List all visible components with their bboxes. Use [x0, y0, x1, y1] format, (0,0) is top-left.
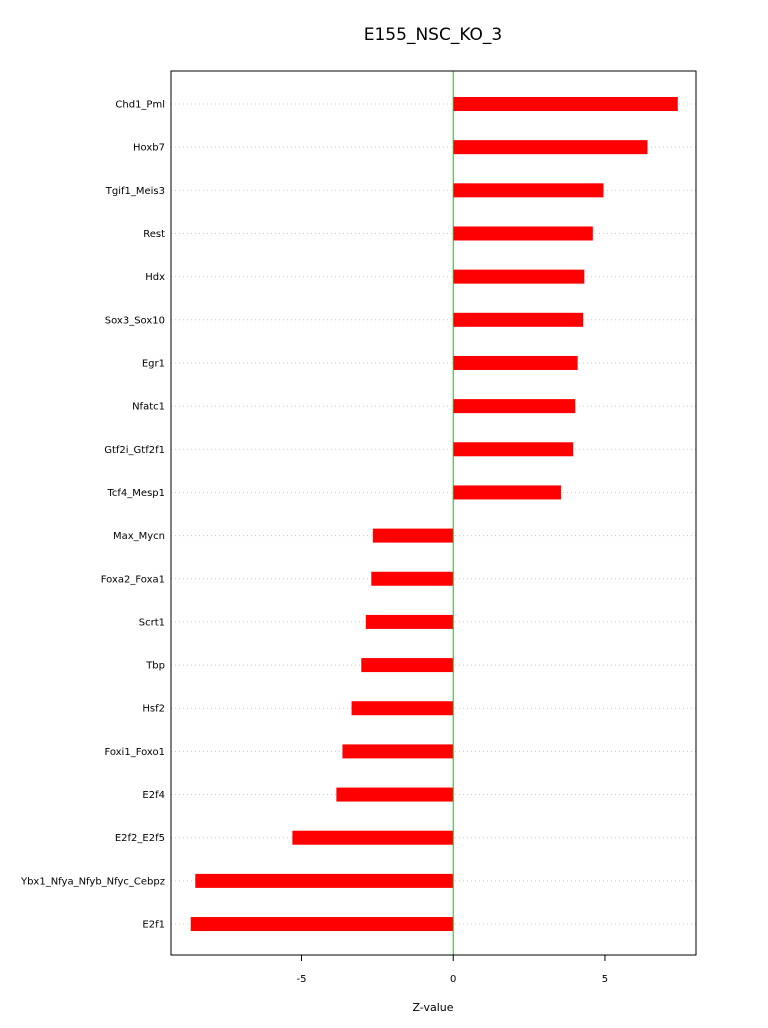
category-label: Scrt1: [138, 617, 165, 629]
bar: [453, 270, 584, 284]
category-label: Gtf2i_Gtf2f1: [104, 444, 165, 456]
bar: [195, 874, 453, 888]
category-label: Hdx: [145, 272, 165, 284]
bar: [336, 788, 453, 802]
bar: [373, 529, 453, 543]
bar: [191, 917, 454, 931]
category-label: Hsf2: [142, 703, 165, 715]
x-axis-label: Z-value: [412, 1001, 454, 1014]
category-labels: [20, 100, 165, 931]
category-label: Chd1_Pml: [115, 99, 165, 111]
category-label: E2f2_E2f5: [114, 833, 165, 845]
category-label: E2f1: [142, 919, 165, 931]
bar: [292, 831, 453, 845]
bar: [453, 226, 593, 240]
bar: [453, 442, 573, 456]
bar: [371, 572, 453, 586]
bars: [191, 97, 678, 931]
category-label: Foxi1_Foxo1: [104, 746, 165, 758]
bar: [453, 140, 647, 154]
category-label: Rest: [143, 228, 165, 240]
category-label: Sox3_Sox10: [104, 315, 165, 327]
category-label: Tbp: [146, 660, 165, 672]
bar: [453, 356, 577, 370]
plot-frame: [171, 71, 696, 955]
category-label: Ybx1_Nfya_Nfyb_Nfyc_Cebpz: [20, 876, 165, 888]
x-tick-label: -5: [296, 974, 307, 985]
x-tick-label: 0: [450, 974, 457, 985]
bar: [453, 97, 678, 111]
bar: [342, 744, 453, 758]
bar: [453, 183, 603, 197]
category-label: E2f4: [142, 790, 165, 802]
bar: [352, 701, 454, 715]
chart-title: E155_NSC_KO_3: [363, 25, 503, 45]
category-label: Foxa2_Foxa1: [100, 574, 165, 586]
category-label: Max_Mycn: [112, 531, 165, 543]
category-label: Nfatc1: [132, 401, 165, 413]
bar: [453, 313, 583, 327]
x-axis: [296, 955, 608, 985]
category-label: Tgif1_Meis3: [105, 185, 165, 197]
category-label: Hoxb7: [133, 142, 165, 154]
bar: [453, 399, 575, 413]
bar: [361, 658, 453, 672]
bar: [366, 615, 453, 629]
bar: [453, 485, 561, 499]
category-label: Tcf4_Mesp1: [107, 487, 165, 499]
x-tick-label: 5: [601, 974, 609, 985]
category-label: Egr1: [141, 358, 165, 370]
